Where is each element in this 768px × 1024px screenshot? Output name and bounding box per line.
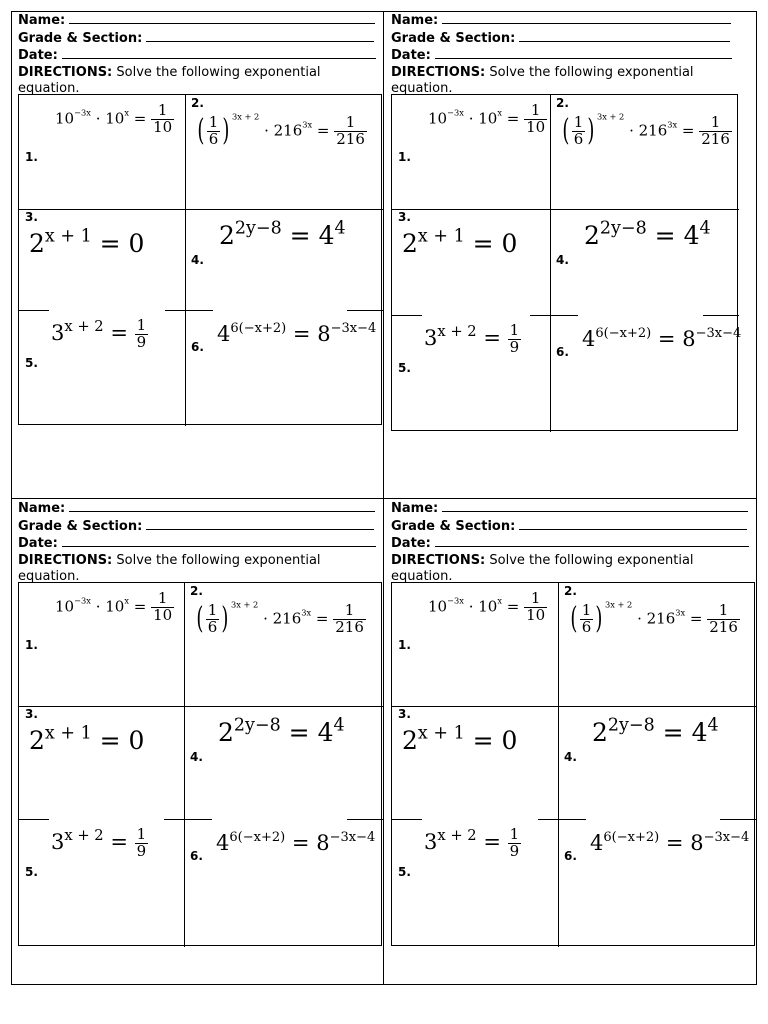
equation-term: = 4 (654, 718, 708, 747)
equation-term: = 8 (651, 327, 696, 351)
equation-term: 4 (217, 322, 231, 346)
grid-line (392, 209, 739, 210)
denominator: 216 (335, 617, 364, 636)
denominator: 6 (573, 129, 584, 148)
numerator: 1 (333, 603, 366, 620)
equation-term: = 4 (281, 221, 335, 250)
grid-line (703, 315, 739, 316)
exponent: x + 2 (437, 322, 477, 340)
numerator: 1 (509, 825, 520, 843)
grid-line (19, 706, 383, 707)
equation-term: · 10 (90, 109, 125, 128)
exponent: 6(−x+2) (230, 320, 287, 336)
name-blank[interactable] (69, 12, 375, 24)
denominator: 10 (526, 117, 546, 136)
denominator: 6 (208, 129, 219, 148)
exponent: 2y−8 (599, 218, 647, 239)
grid-line (720, 819, 756, 820)
grade-line (18, 518, 382, 536)
grid-line (392, 706, 756, 707)
horizontal-cut-line (11, 498, 757, 499)
equation-2 (568, 599, 740, 637)
equation-1 (55, 103, 174, 136)
equation-term: = (677, 121, 700, 140)
equation-term: = (103, 829, 135, 854)
exponent: x (124, 595, 129, 606)
denominator: 10 (153, 605, 173, 624)
equation-3 (29, 226, 145, 258)
equation-term: = 8 (659, 831, 704, 855)
fraction (207, 115, 221, 148)
date-blank[interactable] (435, 47, 732, 59)
date-line (391, 535, 755, 553)
directions (18, 553, 382, 586)
numerator: 1 (151, 591, 174, 608)
numerator: 1 (136, 825, 147, 843)
exponent: 2y−8 (233, 715, 281, 736)
equation-term: ( (197, 113, 205, 149)
equation-1 (428, 591, 547, 624)
problem-number-4: 4. (564, 750, 577, 764)
grid-line (538, 819, 586, 820)
numerator: 1 (208, 113, 219, 131)
directions (18, 65, 382, 98)
equation-term: = 4 (280, 718, 334, 747)
equation-1 (55, 591, 174, 624)
fraction (151, 591, 174, 624)
grade-blank[interactable] (519, 518, 747, 530)
exponent: x (124, 107, 129, 118)
equation-6 (217, 322, 376, 346)
equation-term: · 10 (90, 597, 125, 616)
exponent: −3x−4 (695, 325, 742, 341)
numerator: 1 (151, 103, 174, 120)
fraction (508, 827, 522, 860)
equation-term: 4 (582, 327, 596, 351)
equation-term: 2 (29, 726, 45, 755)
exponent: 6(−x+2) (603, 829, 660, 845)
equation-term: = 0 (464, 229, 518, 258)
numerator: 1 (581, 601, 592, 619)
grid-line (165, 310, 213, 311)
name-blank[interactable] (442, 500, 748, 512)
problem-grid (391, 94, 742, 431)
problem-number-2: 2. (191, 96, 204, 110)
grade-line (391, 30, 738, 48)
problem-number-6: 6. (191, 340, 204, 354)
grid-line (530, 315, 578, 316)
equation-5 (424, 827, 521, 860)
grade-line (18, 30, 382, 48)
problem-number-5: 5. (398, 865, 411, 879)
equation-term: = (476, 829, 508, 854)
exponent: x + 2 (64, 317, 104, 335)
grade-label: Grade & Section: (18, 518, 143, 534)
fraction (572, 115, 586, 148)
problem-number-6: 6. (190, 849, 203, 863)
equation-term: 2 (218, 718, 234, 747)
equation-term: · 216 (258, 609, 302, 628)
fraction (151, 103, 174, 136)
numerator: 1 (136, 316, 147, 334)
grid-line (392, 819, 422, 820)
fraction (580, 603, 594, 636)
numerator: 1 (509, 321, 520, 339)
directions (391, 65, 738, 98)
name-line (391, 12, 738, 30)
equation-2 (194, 599, 366, 637)
denominator: 216 (336, 129, 365, 148)
equation-term: 2 (592, 718, 608, 747)
equation-3 (402, 723, 518, 755)
denominator: 10 (153, 117, 173, 136)
equation-term: 4 (590, 831, 604, 855)
name-line (18, 500, 382, 518)
grade-label: Grade & Section: (391, 30, 516, 46)
equation-term: 2 (402, 229, 418, 258)
fraction (524, 591, 547, 624)
equation-term: ) (595, 601, 603, 637)
fraction (508, 323, 522, 356)
exponent: x + 1 (417, 226, 465, 247)
date-blank[interactable] (62, 47, 376, 59)
equation-term: = 0 (91, 229, 145, 258)
exponent: −3x (74, 595, 91, 606)
problem-number-2: 2. (190, 584, 203, 598)
name-blank[interactable] (442, 12, 731, 24)
equation-2 (560, 111, 732, 149)
equation-term: · 216 (632, 609, 676, 628)
exponent: −3x (74, 107, 91, 118)
exponent: 6(−x+2) (595, 325, 652, 341)
denominator: 216 (709, 617, 738, 636)
numerator: 1 (573, 113, 584, 131)
date-blank[interactable] (62, 535, 376, 547)
denominator: 6 (581, 617, 592, 636)
numerator: 1 (524, 591, 547, 608)
denominator: 6 (207, 617, 218, 636)
equation-term: ( (570, 601, 578, 637)
directions-text: Solve the following exponential equation. (391, 552, 694, 584)
equation-term: = 8 (285, 831, 330, 855)
problem-number-2: 2. (556, 96, 569, 110)
equation-term: = (312, 121, 335, 140)
equation-term: = (128, 109, 152, 128)
equation-3 (402, 226, 518, 258)
fraction (707, 603, 740, 636)
equation-term: 2 (219, 221, 235, 250)
exponent: x (497, 595, 502, 606)
equation-term: ) (221, 601, 229, 637)
exponent: 2y−8 (607, 715, 655, 736)
exponent: 3x + 2 (230, 599, 259, 610)
equation-term: · 216 (624, 121, 668, 140)
exponent: 3x + 2 (604, 599, 633, 610)
date-blank[interactable] (435, 535, 749, 547)
equation-3 (29, 723, 145, 755)
grid-line (550, 95, 551, 432)
exponent: x + 1 (417, 723, 465, 744)
problem-number-5: 5. (25, 356, 38, 370)
equation-term: 10 (55, 597, 75, 616)
exponent: x + 2 (64, 826, 104, 844)
grade-blank[interactable] (519, 30, 730, 42)
equation-4 (219, 218, 346, 250)
grid-line (19, 310, 49, 311)
equation-5 (424, 323, 521, 356)
problem-number-6: 6. (564, 849, 577, 863)
problem-number-1: 1. (25, 638, 38, 652)
grade-line (391, 518, 755, 536)
problem-number-3: 3. (25, 210, 38, 224)
equation-term: = 8 (286, 322, 331, 346)
grid-line (558, 583, 559, 947)
equation-term: 10 (428, 597, 448, 616)
denominator: 9 (136, 332, 147, 351)
worksheet-top-left (18, 12, 382, 98)
equation-term: = (128, 597, 152, 616)
denominator: 10 (526, 605, 546, 624)
exponent: 2y−8 (234, 218, 282, 239)
name-blank[interactable] (69, 500, 375, 512)
date-line (18, 535, 382, 553)
equation-term: = (103, 320, 135, 345)
exponent: x + 1 (44, 226, 92, 247)
exponent: 3x (675, 607, 686, 618)
worksheet-bottom-left (18, 500, 382, 586)
equation-6 (216, 831, 375, 855)
problem-number-5: 5. (25, 865, 38, 879)
exponent: 3x (667, 119, 678, 130)
directions-text: Solve the following exponential equation. (18, 64, 321, 96)
problem-number-4: 4. (556, 253, 569, 267)
date-label: Date: (391, 48, 431, 63)
problem-number-1: 1. (25, 150, 38, 164)
equation-6 (590, 831, 749, 855)
directions-label: DIRECTIONS: (18, 552, 113, 568)
problem-number-5: 5. (398, 361, 411, 375)
equation-term: = 0 (464, 726, 518, 755)
date-line (391, 47, 738, 65)
fraction (135, 318, 149, 351)
name-label: Name: (391, 501, 439, 516)
date-label: Date: (18, 536, 58, 551)
date-label: Date: (18, 48, 58, 63)
equation-term: ( (196, 601, 204, 637)
equation-term: 2 (29, 229, 45, 258)
equation-6 (582, 327, 741, 351)
name-label: Name: (18, 13, 66, 28)
equation-term: ( (562, 113, 570, 149)
denominator: 9 (509, 337, 520, 356)
equation-4 (592, 715, 719, 747)
problem-grid (18, 582, 382, 946)
exponent: x + 1 (44, 723, 92, 744)
equation-term: 3 (51, 829, 65, 854)
equation-term: = (501, 597, 525, 616)
fraction (699, 115, 732, 148)
equation-term: = (476, 325, 508, 350)
directions-text: Solve the following exponential equation. (391, 64, 694, 96)
exponent: x + 2 (437, 826, 477, 844)
grade-label: Grade & Section: (18, 30, 143, 46)
grid-line (392, 315, 422, 316)
equation-4 (218, 715, 345, 747)
exponent: 4 (699, 218, 711, 239)
equation-term: · 216 (259, 121, 303, 140)
exponent: 4 (707, 715, 719, 736)
equation-term: = 0 (91, 726, 145, 755)
fraction (206, 603, 220, 636)
fraction (135, 827, 149, 860)
numerator: 1 (334, 115, 367, 132)
problem-number-1: 1. (398, 638, 411, 652)
equation-4 (584, 218, 711, 250)
equation-term: · 10 (463, 597, 498, 616)
exponent: −3x−4 (703, 829, 750, 845)
equation-5 (51, 318, 148, 351)
equation-2 (195, 111, 367, 149)
numerator: 1 (699, 115, 732, 132)
date-label: Date: (391, 536, 431, 551)
grid-line (184, 583, 185, 947)
equation-term: · 10 (463, 109, 498, 128)
fraction (524, 103, 547, 136)
exponent: 3x + 2 (596, 111, 625, 122)
name-label: Name: (18, 501, 66, 516)
problem-number-6: 6. (556, 345, 569, 359)
exponent: 4 (334, 218, 346, 239)
equation-term: 2 (584, 221, 600, 250)
equation-term: ) (587, 113, 595, 149)
directions-label: DIRECTIONS: (391, 64, 486, 80)
equation-1 (428, 103, 547, 136)
grid-line (164, 819, 212, 820)
name-label: Name: (391, 13, 439, 28)
equation-term: 10 (55, 109, 75, 128)
worksheet-bottom-right (391, 500, 755, 586)
exponent: −3x−4 (329, 829, 376, 845)
equation-term: 3 (424, 325, 438, 350)
problem-number-3: 3. (398, 707, 411, 721)
grid-line (347, 819, 383, 820)
equation-term: ) (222, 113, 230, 149)
problem-number-4: 4. (191, 253, 204, 267)
equation-term: = (501, 109, 525, 128)
problem-number-4: 4. (190, 750, 203, 764)
equation-term: 2 (402, 726, 418, 755)
denominator: 9 (509, 841, 520, 860)
equation-term: = (311, 609, 334, 628)
problem-grid (391, 582, 755, 946)
directions-label: DIRECTIONS: (18, 64, 113, 80)
equation-term: 3 (51, 320, 65, 345)
numerator: 1 (707, 603, 740, 620)
exponent: 3x + 2 (231, 111, 260, 122)
denominator: 9 (136, 841, 147, 860)
date-line (18, 47, 382, 65)
grid-line (19, 819, 49, 820)
grade-label: Grade & Section: (391, 518, 516, 534)
exponent: 4 (333, 715, 345, 736)
exponent: x (497, 107, 502, 118)
denominator: 216 (701, 129, 730, 148)
directions (391, 553, 755, 586)
worksheet-top-right (391, 12, 738, 98)
exponent: −3x (447, 595, 464, 606)
problem-grid (18, 94, 382, 425)
equation-term: 4 (216, 831, 230, 855)
exponent: −3x (447, 107, 464, 118)
directions-label: DIRECTIONS: (391, 552, 486, 568)
equation-5 (51, 827, 148, 860)
problem-number-3: 3. (398, 210, 411, 224)
problem-number-3: 3. (25, 707, 38, 721)
exponent: 6(−x+2) (229, 829, 286, 845)
equation-term: 10 (428, 109, 448, 128)
problem-number-2: 2. (564, 584, 577, 598)
equation-term: = 4 (646, 221, 700, 250)
grid-line (347, 310, 383, 311)
fraction (333, 603, 366, 636)
name-line (391, 500, 755, 518)
fraction (334, 115, 367, 148)
equation-term: 3 (424, 829, 438, 854)
name-line (18, 12, 382, 30)
problem-number-1: 1. (398, 150, 411, 164)
grade-blank[interactable] (146, 518, 374, 530)
numerator: 1 (207, 601, 218, 619)
grid-line (185, 95, 186, 426)
grid-line (19, 209, 383, 210)
equation-term: = (685, 609, 708, 628)
exponent: 3x (301, 607, 312, 618)
numerator: 1 (524, 103, 547, 120)
directions-text: Solve the following exponential equation. (18, 552, 321, 584)
grade-blank[interactable] (146, 30, 374, 42)
exponent: 3x (302, 119, 313, 130)
exponent: −3x−4 (330, 320, 377, 336)
